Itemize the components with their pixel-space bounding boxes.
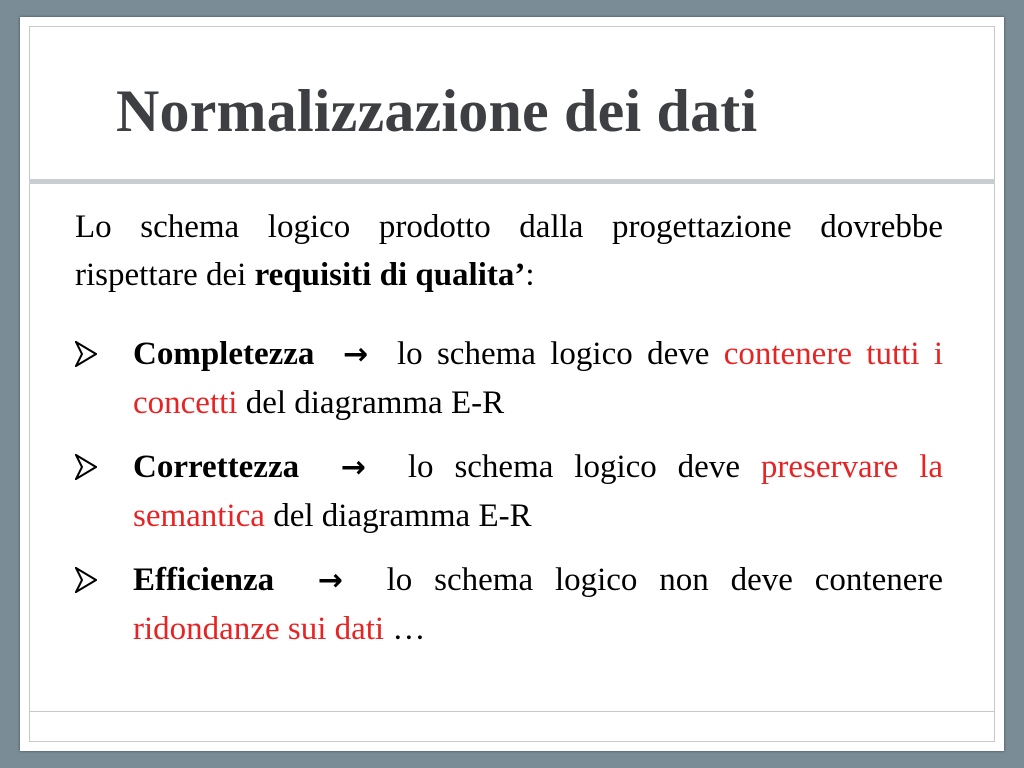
item-highlight: ridondanze sui dati [133,611,385,647]
item-ending: del diagramma E-R [237,385,505,421]
item-description: lo schema logico deve [396,336,724,372]
title-divider [29,179,995,184]
slide-body [75,203,943,669]
intro-bold-term: requisiti di qualita’ [254,257,526,293]
intro-text: Lo schema logico prodotto dalla progettazione dovrebbe rispettare dei [75,209,943,293]
item-term: Efficienza [133,562,275,598]
item-description: lo schema logico non deve contenere [386,562,943,598]
list-item-correttezza [75,443,943,540]
requirements-list [75,330,943,653]
arrowhead-bullet-icon [75,567,97,593]
right-arrow-icon: → [317,563,343,598]
item-highlight: preservare la semantica [133,449,944,534]
item-term: Correttezza [133,449,300,485]
footer-divider [29,711,995,712]
right-arrow-icon: → [340,450,367,485]
item-ending: … [384,611,426,647]
item-description: lo schema logico deve [407,449,761,485]
intro-paragraph [75,203,943,299]
arrowhead-bullet-icon [75,341,97,367]
slide-title: Normalizzazione dei dati [116,78,758,144]
intro-colon: : [525,257,535,293]
list-item-efficienza [75,556,943,653]
arrowhead-bullet-icon [75,454,97,480]
item-term: Completezza [133,336,315,372]
right-arrow-icon: → [343,337,369,372]
item-highlight: contenere tutti i concetti [133,336,943,421]
item-ending: del diagramma E-R [264,498,532,534]
slide [20,17,1004,751]
list-item-completezza [75,330,943,427]
